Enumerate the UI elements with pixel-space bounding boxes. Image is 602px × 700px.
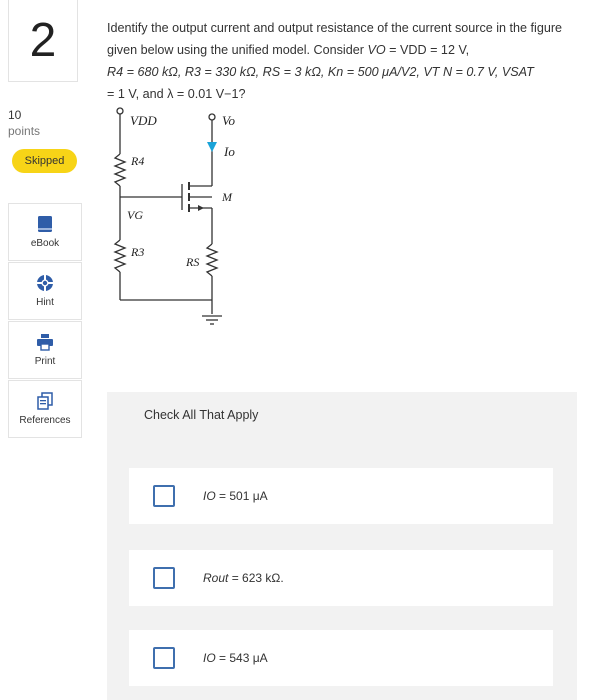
answer-checkbox-2[interactable]	[153, 567, 175, 589]
question-number: 2	[29, 14, 57, 67]
eq-lambda: = 1 V, and λ = 0.01 V−1?	[107, 87, 246, 101]
points-label: points	[8, 124, 41, 138]
print-label: Print	[34, 356, 56, 367]
answer-value-2: = 623 kΩ.	[231, 571, 284, 585]
label-r3: R3	[131, 245, 145, 259]
ebook-icon	[36, 215, 54, 233]
ebook-label: eBook	[30, 238, 60, 249]
question-intro: Identify the output current and output resistance of the current source in the figure given below using the unified model. Consider	[107, 21, 563, 57]
references-label: References	[19, 415, 71, 426]
label-m: M	[222, 190, 232, 204]
label-io: Io	[224, 144, 235, 159]
answer-text-1	[203, 489, 268, 503]
label-vdd: VDD	[130, 113, 157, 128]
label-vo: Vo	[222, 113, 235, 128]
ebook-button[interactable]	[8, 203, 82, 261]
answer-value-1: = 501 μA	[219, 489, 268, 503]
answer-panel	[107, 392, 577, 700]
label-vg: VG	[127, 208, 143, 222]
answer-option-3[interactable]	[129, 630, 553, 686]
answer-var-3: IO	[203, 651, 216, 665]
answer-text-3	[203, 651, 268, 665]
status-badge: Skipped	[12, 149, 77, 173]
answer-checkbox-1[interactable]	[153, 485, 175, 507]
eq-vo: VO	[367, 43, 386, 57]
question-text	[107, 17, 587, 105]
circuit-diagram	[100, 104, 300, 344]
answer-checkbox-3[interactable]	[153, 647, 175, 669]
points-value: 10	[8, 108, 22, 122]
eq-params: R4 = 680 kΩ, R3 = 330 kΩ, RS = 3 kΩ, Kn = 500 μA/V2, VT N = 0.7 V, VSAT	[107, 65, 534, 79]
print-icon	[36, 333, 54, 351]
question-number-box	[8, 0, 78, 82]
answer-option-2[interactable]	[129, 550, 553, 606]
answer-var-1: IO	[203, 489, 216, 503]
print-button[interactable]	[8, 321, 82, 379]
answer-value-3: = 543 μA	[219, 651, 268, 665]
hint-icon	[36, 274, 54, 292]
hint-button[interactable]	[8, 262, 82, 320]
references-button[interactable]	[8, 380, 82, 438]
answer-instructions: Check All That Apply	[144, 408, 259, 422]
answer-option-1[interactable]	[129, 468, 553, 524]
label-r4: R4	[131, 154, 145, 168]
references-icon	[36, 392, 54, 410]
label-rs: RS	[186, 255, 200, 269]
answer-var-2: Rout	[203, 571, 229, 585]
hint-label: Hint	[36, 297, 54, 308]
answer-text-2	[203, 571, 284, 585]
eq-vdd: = VDD = 12 V,	[389, 43, 470, 57]
side-tools	[8, 203, 82, 439]
